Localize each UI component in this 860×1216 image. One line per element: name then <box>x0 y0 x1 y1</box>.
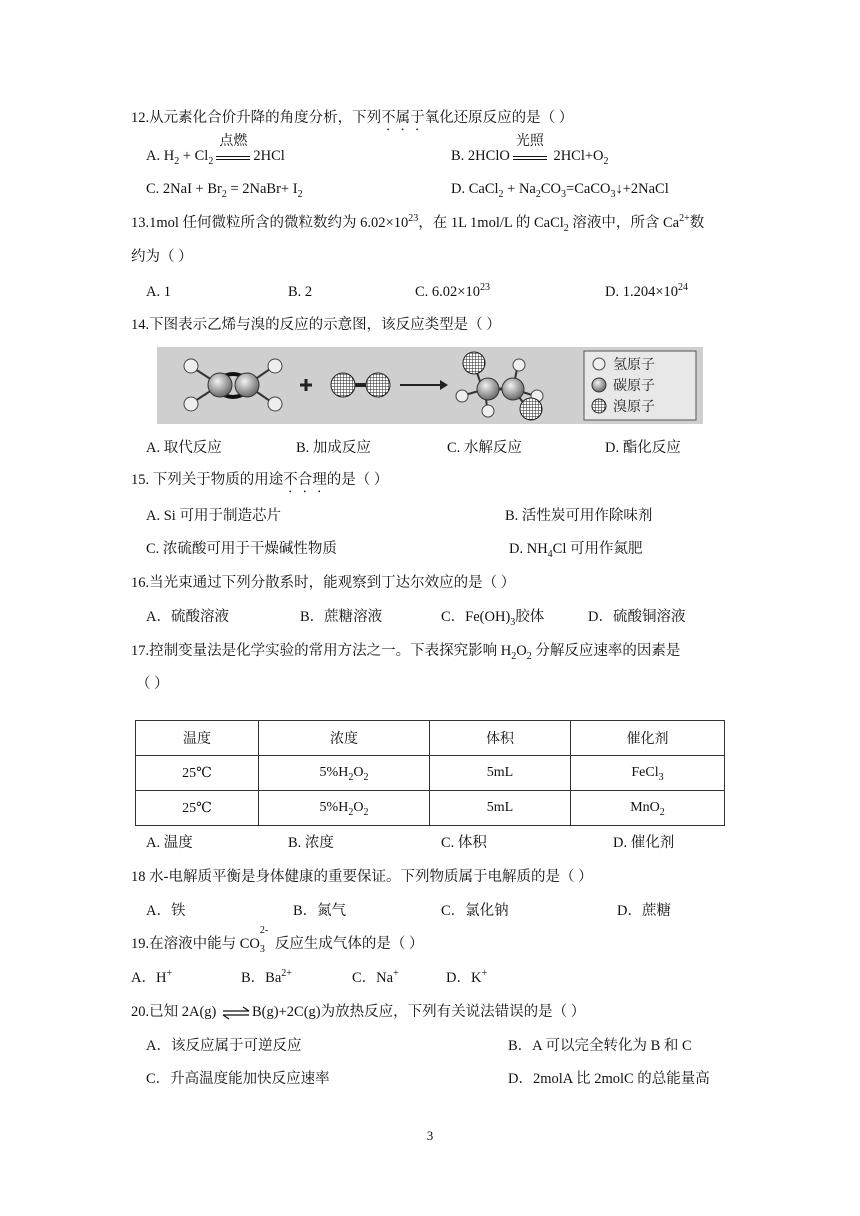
q18-stem: 18 水-电解质平衡是身体健康的重要保证。下列物质属于电解质的是（ ） <box>131 869 593 885</box>
table-cell: $5\%H_2O_2$ <box>259 791 430 826</box>
equilibrium-arrow-icon <box>222 1006 250 1020</box>
legend-hydrogen: 氢原子 <box>613 357 655 373</box>
experiment-table <box>135 720 725 826</box>
table-cell: 5mL <box>430 791 571 826</box>
table-header: 体积 <box>430 721 571 756</box>
q13-stem-line2: 约为（ ） <box>131 249 193 265</box>
q12-option-c[interactable]: C. $2NaI + Br_2$ = 2NaBr+ $I_2$ <box>146 181 303 200</box>
table-header: 浓度 <box>259 721 430 756</box>
q19-option-a[interactable]: A．H+ <box>131 968 173 986</box>
table-cell: FeCl$_3$ <box>571 756 725 791</box>
table-header-row <box>136 721 725 756</box>
table-cell: 5mL <box>430 756 571 791</box>
q20-option-c[interactable]: C．升高温度能加快反应速率 <box>146 1071 330 1087</box>
table-cell: 25℃ <box>136 791 259 826</box>
q13-option-d[interactable]: D. $1.204\times 10^{24}$ <box>605 282 689 300</box>
q14-option-c[interactable]: C. 水解反应 <box>447 440 522 456</box>
q19-stem: 19.在溶液中能与 CO 2- $_3$ 反应生成气体的是（ ） <box>131 925 424 955</box>
legend-carbon: 碳原子 <box>613 378 655 394</box>
q19-option-d[interactable]: D．K+ <box>446 968 488 986</box>
dibromoethane-molecule <box>456 352 543 420</box>
ethylene-bromine-reaction-figure <box>157 347 703 424</box>
q17-option-d[interactable]: D. 催化剂 <box>613 835 675 851</box>
q20-option-d[interactable]: D．2molA 比 2molC 的总能量高 <box>508 1071 710 1087</box>
table-header: 温度 <box>136 721 259 756</box>
q14-option-b[interactable]: B. 加成反应 <box>296 440 371 456</box>
table-cell: $5\%H_2O_2$ <box>259 756 430 791</box>
q17-stem-line1: 17.控制变量法是化学实验的常用方法之一。下表探究影响 $H_2O_2$ 分解反应速率的因素是 <box>131 643 681 662</box>
q14-option-a[interactable]: A. 取代反应 <box>146 440 222 456</box>
q16-option-c[interactable]: C．$Fe(OH)_3$胶体 <box>441 609 545 628</box>
table-row <box>136 756 725 791</box>
q17-option-b[interactable]: B. 浓度 <box>288 835 334 851</box>
q19-option-b[interactable]: B．$Ba^{2+}$ <box>241 968 292 986</box>
table-cell: MnO$_2$ <box>571 791 725 826</box>
q15-stem: 15. 下列关于物质的用途不合理的是（ ） <box>131 472 389 488</box>
q16-option-b[interactable]: B．蔗糖溶液 <box>300 609 383 625</box>
q20-option-a[interactable]: A．该反应属于可逆反应 <box>146 1038 302 1054</box>
q12-stem: 12.从元素化合价升降的角度分析，下列不属于氧化还原反应的是（ ） <box>131 110 574 126</box>
q12-option-b[interactable]: B. 2HClO 光照 $2HCl+O_2$ <box>451 134 609 167</box>
q20-stem: 20.已知 2A(g) B(g)+2C(g)为放热反应，下列有关说法错误的是（ ） <box>131 1004 586 1020</box>
q13-option-c[interactable]: C. $6.02\times 10^{23}$ <box>415 282 490 300</box>
q17-option-a[interactable]: A. 温度 <box>146 835 193 851</box>
q16-option-d[interactable]: D．硫酸铜溶液 <box>588 609 686 625</box>
q17-option-c[interactable]: C. 体积 <box>441 835 487 851</box>
q18-option-b[interactable]: B．氮气 <box>293 903 347 919</box>
reaction-diagram <box>157 347 703 424</box>
q15-option-c[interactable]: C. 浓硫酸可用于干燥碱性物质 <box>146 541 337 557</box>
q12-option-a[interactable]: A. $H_2 + Cl_2$ 点燃 2HCl <box>146 134 285 167</box>
arrow-icon <box>400 380 448 390</box>
q18-option-c[interactable]: C．氯化钠 <box>441 903 509 919</box>
q13-option-b[interactable]: B. 2 <box>288 284 313 300</box>
legend-bromine: 溴原子 <box>613 399 655 415</box>
ethylene-molecule <box>184 359 282 411</box>
q18-option-d[interactable]: D．蔗糖 <box>617 903 671 919</box>
q18-option-a[interactable]: A．铁 <box>146 903 186 919</box>
q17-stem-line2: （ ） <box>136 676 169 692</box>
q20-option-b[interactable]: B．A 可以完全转化为 B 和 C <box>508 1038 692 1054</box>
table-row <box>136 791 725 826</box>
q14-stem: 14.下图表示乙烯与溴的反应的示意图，该反应类型是（ ） <box>131 317 501 333</box>
page-number: 3 <box>426 1128 434 1143</box>
q14-option-d[interactable]: D. 酯化反应 <box>605 440 681 456</box>
q13-option-a[interactable]: A. 1 <box>146 284 171 300</box>
plus-sign <box>300 379 312 391</box>
q15-option-b[interactable]: B. 活性炭可用作除味剂 <box>505 508 653 524</box>
q13-stem-line1: 13.1mol 任何微粒所含的微粒数约为 $6.02\times 10^{23}$，在 1L 1mol/L 的 CaCl$_2$ 溶液中，所含 $Ca^{2+}$数 <box>131 213 705 234</box>
table-header: 催化剂 <box>571 721 725 756</box>
q12-option-d[interactable]: D. CaCl$_2$ + $Na_2CO_3=CaCO_3↓+2NaCl$ <box>451 181 669 200</box>
bromine-molecule <box>331 373 390 397</box>
q16-stem: 16.当光束通过下列分散系时，能观察到丁达尔效应的是（ ） <box>131 575 516 591</box>
figure-legend <box>584 351 696 420</box>
q19-option-c[interactable]: C．Na+ <box>352 968 399 986</box>
q15-option-a[interactable]: A. Si 可用于制造芯片 <box>146 508 281 524</box>
q16-option-a[interactable]: A．硫酸溶液 <box>146 609 229 625</box>
q15-option-d[interactable]: D. $NH_4Cl$ 可用作氮肥 <box>509 541 643 560</box>
table-cell: 25℃ <box>136 756 259 791</box>
